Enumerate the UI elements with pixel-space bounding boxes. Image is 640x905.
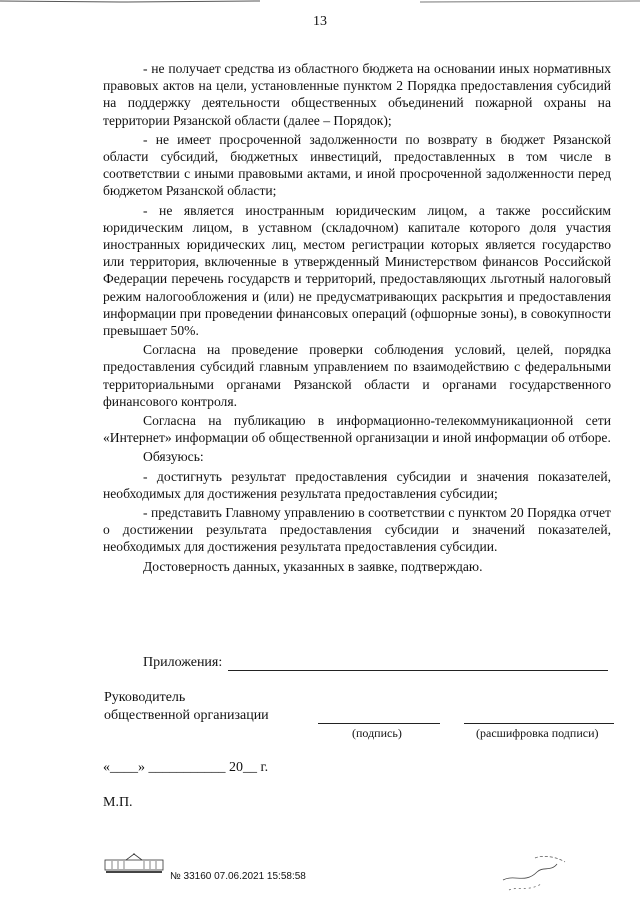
page-number: 13: [313, 14, 327, 29]
paragraph-confirm-accuracy: Достоверность данных, указанных в заявке, подтверждаю.: [143, 558, 483, 574]
signature-transcript-line: [464, 723, 614, 724]
signature-caption: (подпись): [352, 726, 402, 740]
registration-stamp: № 33160 07.06.2021 15:58:58: [170, 871, 306, 882]
date-line: «____» ___________ 20__ г.: [103, 760, 269, 775]
signatory-title-line2: общественной организации: [104, 708, 269, 723]
attachments-line: [228, 670, 608, 671]
attachments-label: Приложения:: [143, 655, 223, 670]
signatory-title: [104, 689, 269, 725]
paragraph-achieve-result: - достигнуть результат предоставления субсидии и значения показателей, необходимых для достижения результата предоставления субсидии;: [103, 468, 611, 501]
paragraph-no-regional-funds: - не получает средства из областного бюджета на основании иных нормативных правовых актов на цели, установленные пунктом 2 Порядка предоставления субсидий на поддержку деятельности общественных объединений пожарной охраны на территории Рязанской области (далее – Порядок);: [103, 61, 611, 128]
registry-seal-icon: [104, 852, 164, 874]
document-body: [103, 60, 611, 575]
paragraph-undertake: Обязуюсь:: [143, 449, 204, 465]
paragraph-not-foreign-entity: - не является иностранным юридическим лицом, а также российским юридическим лицом, в уставном (складочном) капитале которого доля участия иностранных юридических лиц, местом регистрации которых является государство или территория, включенные в утвержденный Министерством финансов Российской Федерации перечень государств и территорий, предоставляющих льготный налоговый режим налогообложения и (или) не предусматривающих раскрытия и предоставления информации при проведении финансовых операций (офшорные зоны), в совокупности превышает 50%.: [103, 202, 611, 339]
paragraph-consent-inspection: Согласна на проведение проверки соблюдения условий, целей, порядка предоставления субсидий главным управлением по взаимодействию с федеральными территориальными органами Рязанской области и органами государственного финансового контроля.: [103, 342, 611, 409]
paragraph-no-overdue-debt: - не имеет просроченной задолженности по возврату в бюджет Рязанской области субсидий, бюджетных инвестиций, предоставленных в том числе в соответствии с иными правовыми актами, и иной просроченной задолженности перед бюджетом Рязанской области;: [103, 131, 611, 199]
signature-line: [318, 723, 440, 724]
stamp-place-label: М.П.: [103, 795, 133, 810]
paragraph-submit-report: - представить Главному управлению в соответствии с пунктом 20 Порядка отчет о достижении результата предоставления субсидии и значений показателей, необходимых для достижения результата предоставления субсидии.: [103, 505, 611, 555]
paragraph-consent-publication: Согласна на публикацию в информационно-телекоммуникационной сети «Интернет» информации об общественной организации и иной информации об отборе.: [103, 413, 611, 446]
signature-transcript-caption: (расшифровка подписи): [476, 726, 599, 740]
signatory-title-line1: Руководитель: [104, 690, 186, 705]
scan-top-edge: [0, 0, 640, 4]
handwritten-mark-icon: [495, 850, 575, 895]
